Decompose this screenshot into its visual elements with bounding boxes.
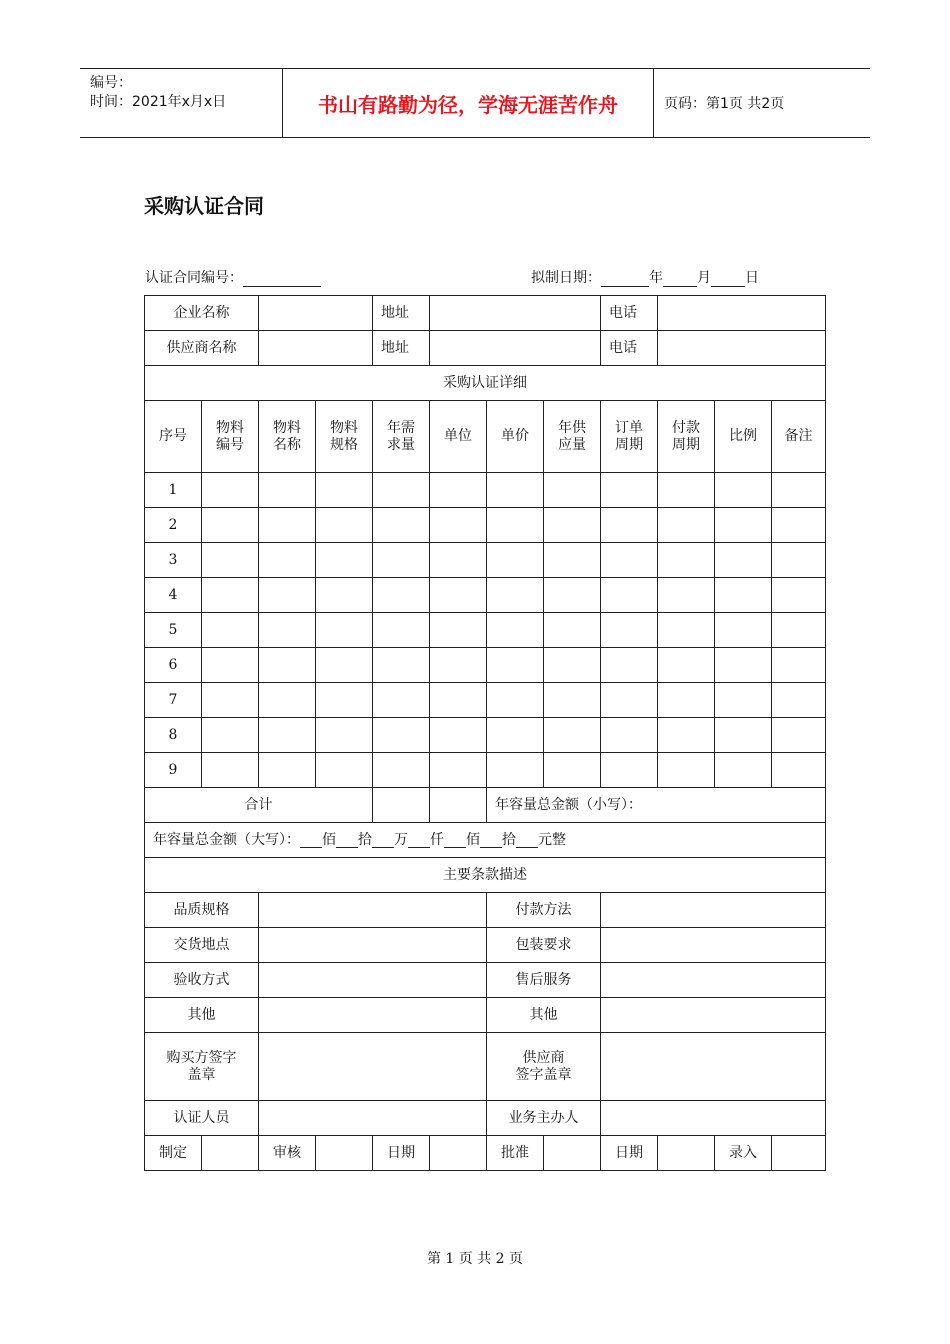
row-cell[interactable]	[316, 543, 373, 578]
row-cell[interactable]	[487, 648, 544, 683]
row-cell[interactable]	[373, 753, 430, 788]
row-cell[interactable]	[601, 613, 658, 648]
term-right-field[interactable]	[601, 928, 826, 963]
term-left-label: 验收方式	[145, 963, 259, 998]
approval-approve-field[interactable]	[544, 1136, 601, 1171]
row-cell[interactable]	[772, 753, 826, 788]
table-row	[145, 683, 826, 718]
row-cell[interactable]	[544, 683, 601, 718]
company-phone-label: 电话	[601, 296, 658, 331]
supplier-address-label: 地址	[373, 331, 430, 366]
total-label: 合计	[145, 788, 373, 823]
buyer-sign-label: 购买方签字 盖章	[145, 1033, 259, 1101]
term-row	[145, 998, 826, 1033]
row-cell[interactable]	[658, 578, 715, 613]
row-cell[interactable]	[601, 543, 658, 578]
row-cell[interactable]	[202, 613, 259, 648]
row-cell[interactable]	[487, 508, 544, 543]
col-header-material-code: 物料 编号	[202, 401, 259, 473]
row-cell[interactable]	[715, 543, 772, 578]
row-cell[interactable]	[715, 648, 772, 683]
term-right-label: 付款方法	[487, 893, 601, 928]
col-header-order-cycle: 订单 周期	[601, 401, 658, 473]
approval-date2-label: 日期	[601, 1136, 658, 1171]
document-title: 采购认证合同	[144, 194, 264, 218]
supplier-phone-field[interactable]	[658, 331, 826, 366]
col-header-payment-cycle: 付款 周期	[658, 401, 715, 473]
row-cell[interactable]	[715, 473, 772, 508]
col-header-annual-supply: 年供 应量	[544, 401, 601, 473]
draft-date-label: 拟制日期：	[531, 270, 601, 286]
contract-number-blank	[243, 273, 321, 287]
term-row	[145, 893, 826, 928]
total-demand-field[interactable]	[373, 788, 430, 823]
row-cell[interactable]	[715, 753, 772, 788]
month-label: 月	[697, 270, 711, 286]
col-header-index: 序号	[145, 401, 202, 473]
row-cell[interactable]	[544, 543, 601, 578]
table-row	[145, 543, 826, 578]
row-cell[interactable]	[316, 578, 373, 613]
row-cell[interactable]	[316, 508, 373, 543]
year-label: 年	[649, 270, 663, 286]
table-row	[145, 753, 826, 788]
row-cell[interactable]	[259, 753, 316, 788]
company-phone-field[interactable]	[658, 296, 826, 331]
row-cell[interactable]	[202, 683, 259, 718]
row-cell[interactable]	[259, 718, 316, 753]
row-cell[interactable]	[259, 508, 316, 543]
row-cell[interactable]	[772, 683, 826, 718]
row-cell[interactable]	[430, 683, 487, 718]
row-cell[interactable]	[601, 508, 658, 543]
row-cell[interactable]	[658, 613, 715, 648]
handler-label: 业务主办人	[487, 1101, 601, 1136]
row-cell[interactable]	[658, 473, 715, 508]
row-cell[interactable]	[202, 578, 259, 613]
certifier-label: 认证人员	[145, 1101, 259, 1136]
row-cell[interactable]	[715, 578, 772, 613]
row-cell[interactable]	[373, 578, 430, 613]
term-row	[145, 928, 826, 963]
table-row	[145, 508, 826, 543]
row-cell[interactable]	[373, 683, 430, 718]
row-cell[interactable]	[658, 683, 715, 718]
term-left-field[interactable]	[259, 963, 487, 998]
table-row	[145, 648, 826, 683]
row-cell[interactable]	[259, 543, 316, 578]
handler-field[interactable]	[601, 1101, 826, 1136]
row-cell[interactable]	[601, 753, 658, 788]
row-cell[interactable]	[316, 648, 373, 683]
company-address-field[interactable]	[430, 296, 601, 331]
approval-review-field[interactable]	[316, 1136, 373, 1171]
row-cell[interactable]	[544, 648, 601, 683]
document-header	[80, 68, 870, 138]
col-header-remark: 备注	[772, 401, 826, 473]
row-index: 3	[145, 543, 202, 578]
approval-date-field[interactable]	[430, 1136, 487, 1171]
header-time-label: 时间：2021年x月x日	[90, 94, 227, 110]
row-index: 6	[145, 648, 202, 683]
term-right-field[interactable]	[601, 963, 826, 998]
row-cell[interactable]	[487, 578, 544, 613]
row-index: 2	[145, 508, 202, 543]
row-cell[interactable]	[715, 683, 772, 718]
row-cell[interactable]	[772, 508, 826, 543]
row-cell[interactable]	[544, 718, 601, 753]
row-cell[interactable]	[658, 508, 715, 543]
table-row	[145, 473, 826, 508]
col-header-material-spec: 物料 规格	[316, 401, 373, 473]
row-cell[interactable]	[487, 753, 544, 788]
company-address-label: 地址	[373, 296, 430, 331]
row-cell[interactable]	[202, 508, 259, 543]
term-rows	[145, 893, 826, 1033]
row-cell[interactable]	[259, 613, 316, 648]
month-blank	[663, 273, 697, 287]
row-cell[interactable]	[202, 543, 259, 578]
row-cell[interactable]	[373, 543, 430, 578]
row-cell[interactable]	[430, 543, 487, 578]
term-left-field[interactable]	[259, 928, 487, 963]
row-cell[interactable]	[772, 543, 826, 578]
row-cell[interactable]	[487, 718, 544, 753]
terms-section-title: 主要条款描述	[145, 858, 826, 893]
supplier-name-field[interactable]	[259, 331, 373, 366]
col-header-annual-demand: 年需 求量	[373, 401, 430, 473]
row-cell[interactable]	[487, 473, 544, 508]
row-cell[interactable]	[601, 473, 658, 508]
page-footer: 第 1 页 共 2 页	[426, 1251, 524, 1267]
row-cell[interactable]	[544, 578, 601, 613]
approval-row	[145, 1136, 826, 1171]
row-cell[interactable]	[658, 648, 715, 683]
row-cell[interactable]	[544, 753, 601, 788]
row-cell[interactable]	[373, 508, 430, 543]
row-cell[interactable]	[715, 613, 772, 648]
row-cell[interactable]	[430, 613, 487, 648]
company-name-field[interactable]	[259, 296, 373, 331]
table-row	[145, 718, 826, 753]
row-cell[interactable]	[772, 473, 826, 508]
approval-entry-label: 录入	[715, 1136, 772, 1171]
contract-table	[144, 295, 826, 1171]
row-cell[interactable]	[544, 613, 601, 648]
total-amount-big-line: 年容量总金额（大写）： 佰 拾 万 仟 佰 拾 元整	[145, 823, 826, 858]
row-cell[interactable]	[259, 473, 316, 508]
row-cell[interactable]	[316, 473, 373, 508]
term-right-label: 售后服务	[487, 963, 601, 998]
col-header-material-name: 物料 名称	[259, 401, 316, 473]
row-cell[interactable]	[544, 473, 601, 508]
row-cell[interactable]	[430, 648, 487, 683]
col-header-ratio: 比例	[715, 401, 772, 473]
row-cell[interactable]	[772, 578, 826, 613]
row-cell[interactable]	[430, 578, 487, 613]
buyer-sign-field[interactable]	[259, 1033, 487, 1101]
year-blank	[601, 273, 649, 287]
row-cell[interactable]	[316, 753, 373, 788]
row-cell[interactable]	[316, 683, 373, 718]
total-amount-small-label: 年容量总金额（小写）：	[487, 788, 826, 823]
row-cell[interactable]	[430, 473, 487, 508]
company-name-label: 企业名称	[145, 296, 259, 331]
row-cell[interactable]	[373, 648, 430, 683]
term-left-label: 交货地点	[145, 928, 259, 963]
row-cell[interactable]	[601, 648, 658, 683]
approval-made-label: 制定	[145, 1136, 202, 1171]
row-cell[interactable]	[658, 753, 715, 788]
term-right-label: 包装要求	[487, 928, 601, 963]
term-left-label: 其他	[145, 998, 259, 1033]
day-label: 日	[745, 270, 759, 286]
row-cell[interactable]	[430, 508, 487, 543]
detail-section-title: 采购认证详细	[145, 366, 826, 401]
row-cell[interactable]	[487, 543, 544, 578]
approval-entry-field[interactable]	[772, 1136, 826, 1171]
row-cell[interactable]	[772, 613, 826, 648]
table-row	[145, 613, 826, 648]
row-cell[interactable]	[487, 613, 544, 648]
row-cell[interactable]	[715, 718, 772, 753]
table-row	[145, 578, 826, 613]
approval-date2-field[interactable]	[658, 1136, 715, 1171]
term-left-field[interactable]	[259, 893, 487, 928]
header-meta	[80, 69, 283, 137]
row-index: 9	[145, 753, 202, 788]
approval-approve-label: 批准	[487, 1136, 544, 1171]
row-cell[interactable]	[544, 508, 601, 543]
row-cell[interactable]	[772, 718, 826, 753]
row-cell[interactable]	[202, 753, 259, 788]
col-header-unit-price: 单价	[487, 401, 544, 473]
row-cell[interactable]	[658, 718, 715, 753]
header-page-info: 页码：第1页 共2页	[664, 96, 785, 112]
supplier-sign-label: 供应商 签字盖章	[487, 1033, 601, 1101]
row-cell[interactable]	[430, 753, 487, 788]
row-cell[interactable]	[373, 613, 430, 648]
certifier-field[interactable]	[259, 1101, 487, 1136]
row-cell[interactable]	[715, 508, 772, 543]
draft-date-line	[531, 267, 759, 287]
row-index: 5	[145, 613, 202, 648]
row-cell[interactable]	[601, 578, 658, 613]
row-cell[interactable]	[316, 613, 373, 648]
row-cell[interactable]	[259, 648, 316, 683]
row-cell[interactable]	[658, 543, 715, 578]
row-cell[interactable]	[373, 718, 430, 753]
row-cell[interactable]	[601, 718, 658, 753]
row-cell[interactable]	[430, 718, 487, 753]
row-cell[interactable]	[259, 683, 316, 718]
term-left-label: 品质规格	[145, 893, 259, 928]
contract-number-label: 认证合同编号：	[145, 270, 243, 286]
row-cell[interactable]	[373, 473, 430, 508]
supplier-sign-field[interactable]	[601, 1033, 826, 1101]
row-index: 7	[145, 683, 202, 718]
header-number-label: 编号：	[90, 75, 132, 91]
supplier-phone-label: 电话	[601, 331, 658, 366]
row-cell[interactable]	[772, 648, 826, 683]
row-cell[interactable]	[202, 648, 259, 683]
item-rows	[145, 473, 826, 788]
row-cell[interactable]	[202, 718, 259, 753]
row-cell[interactable]	[487, 683, 544, 718]
row-index: 1	[145, 473, 202, 508]
total-unit-field[interactable]	[430, 788, 487, 823]
row-cell[interactable]	[202, 473, 259, 508]
row-index: 4	[145, 578, 202, 613]
contract-number-line	[145, 267, 321, 287]
column-header-row	[145, 401, 826, 473]
header-motto: 书山有路勤为径，学海无涯苦作舟	[283, 69, 654, 137]
term-right-field[interactable]	[601, 998, 826, 1033]
term-right-field[interactable]	[601, 893, 826, 928]
term-row	[145, 963, 826, 998]
row-cell[interactable]	[259, 578, 316, 613]
row-cell[interactable]	[316, 718, 373, 753]
row-index: 8	[145, 718, 202, 753]
term-right-label: 其他	[487, 998, 601, 1033]
approval-review-label: 审核	[259, 1136, 316, 1171]
approval-date-label: 日期	[373, 1136, 430, 1171]
approval-made-field[interactable]	[202, 1136, 259, 1171]
day-blank	[711, 273, 745, 287]
term-left-field[interactable]	[259, 998, 487, 1033]
col-header-unit: 单位	[430, 401, 487, 473]
row-cell[interactable]	[601, 683, 658, 718]
supplier-name-label: 供应商名称	[145, 331, 259, 366]
supplier-address-field[interactable]	[430, 331, 601, 366]
